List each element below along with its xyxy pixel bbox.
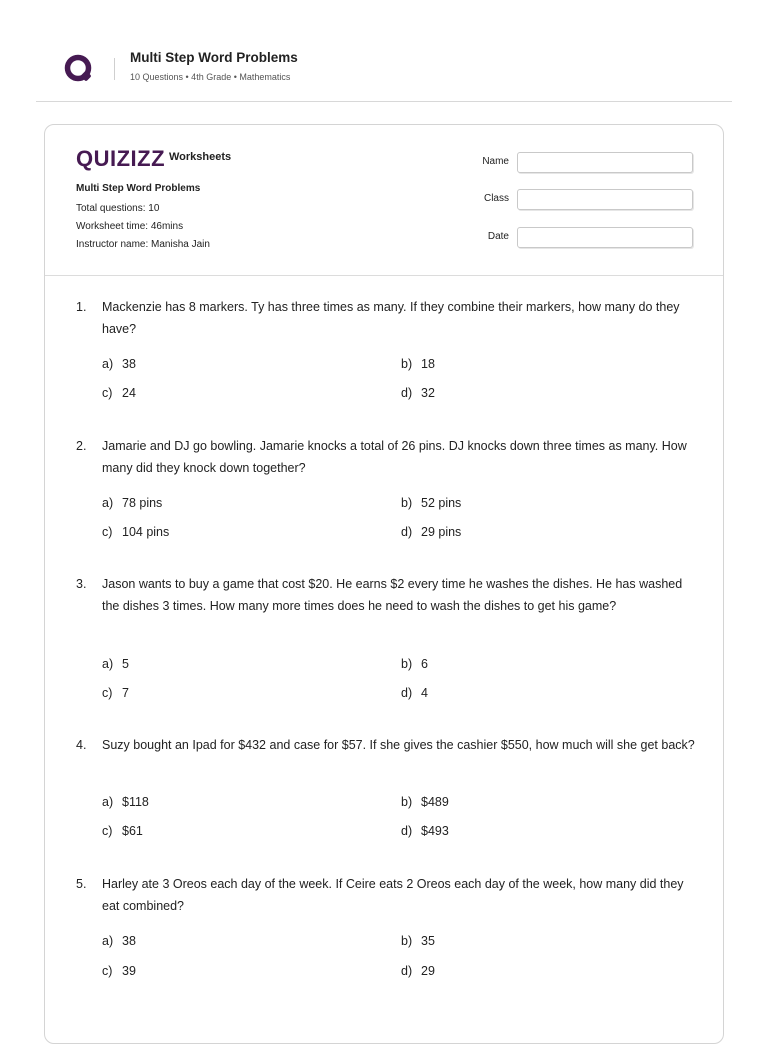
option-a[interactable]: a) 78 pins [102,496,163,510]
date-label: Date [487,231,509,242]
option-c[interactable]: c) 104 pins [102,525,170,539]
question-number: 1. [76,300,87,314]
quizizz-q-logo-icon [64,54,96,86]
svg-text:QUIZIZZ: QUIZIZZ [76,146,166,171]
option-b[interactable]: b) 6 [401,657,428,671]
option-d[interactable]: d) 29 pins [401,525,462,539]
header-rule [36,101,732,102]
option-a[interactable]: a) 5 [102,657,129,671]
name-label: Name [482,156,509,167]
option-b[interactable]: b) 35 [401,934,435,948]
worksheet-title: Multi Step Word Problems [76,183,201,194]
option-d[interactable]: d) 29 [401,964,435,978]
instructor-name: Instructor name: Manisha Jain [76,239,210,250]
question-text: Jamarie and DJ go bowling. Jamarie knocks a total of 26 pins. DJ knocks down three times as many. How many did they knock down together? [102,439,687,475]
header-divider [114,58,115,80]
option-d[interactable]: d) 32 [401,386,435,400]
option-c[interactable]: c) $61 [102,824,143,838]
worksheet-header [45,125,723,276]
page-title: Multi Step Word Problems [130,50,298,65]
quizizz-logo [76,145,166,171]
question-text: Harley ate 3 Oreos each day of the week. If Ceire eats 2 Oreos each day of the week, how many did they eat combined? [102,877,684,913]
worksheet-time: Worksheet time: 46mins [76,221,184,232]
brand-label: Worksheets [169,151,232,163]
question-text: Jason wants to buy a game that cost $20. He earns $2 every time he washes the dishes. He has washed the dishes 3 times. How many more times does he need to wash the dishes to get his game? [102,577,683,613]
page-subtitle: 10 Questions • 4th Grade • Mathematics [130,72,291,82]
name-field[interactable] [517,152,693,173]
question-number: 5. [76,877,87,891]
question-text: Suzy bought an Ipad for $432 and case for $57. If she gives the cashier $550, how much will she get back? [102,738,695,752]
question-number: 2. [76,439,87,453]
option-d[interactable]: d) $493 [401,824,449,838]
question-text: Mackenzie has 8 markers. Ty has three times as many. If they combine their markers, how many do they have? [102,300,680,336]
option-b[interactable]: b) 52 pins [401,496,462,510]
question-number: 4. [76,738,87,752]
option-a[interactable]: a) 38 [102,357,136,371]
option-a[interactable]: a) $118 [102,795,149,809]
class-field[interactable] [517,189,693,210]
option-d[interactable]: d) 4 [401,686,428,700]
page-header [0,0,768,102]
option-c[interactable]: c) 39 [102,964,136,978]
option-c[interactable]: c) 24 [102,386,136,400]
date-field[interactable] [517,227,693,248]
option-b[interactable]: b) $489 [401,795,449,809]
class-label: Class [483,193,509,204]
option-c[interactable]: c) 7 [102,686,129,700]
option-b[interactable]: b) 18 [401,357,435,371]
total-questions: Total questions: 10 [76,203,160,214]
option-a[interactable]: a) 38 [102,934,136,948]
question-number: 3. [76,577,87,591]
